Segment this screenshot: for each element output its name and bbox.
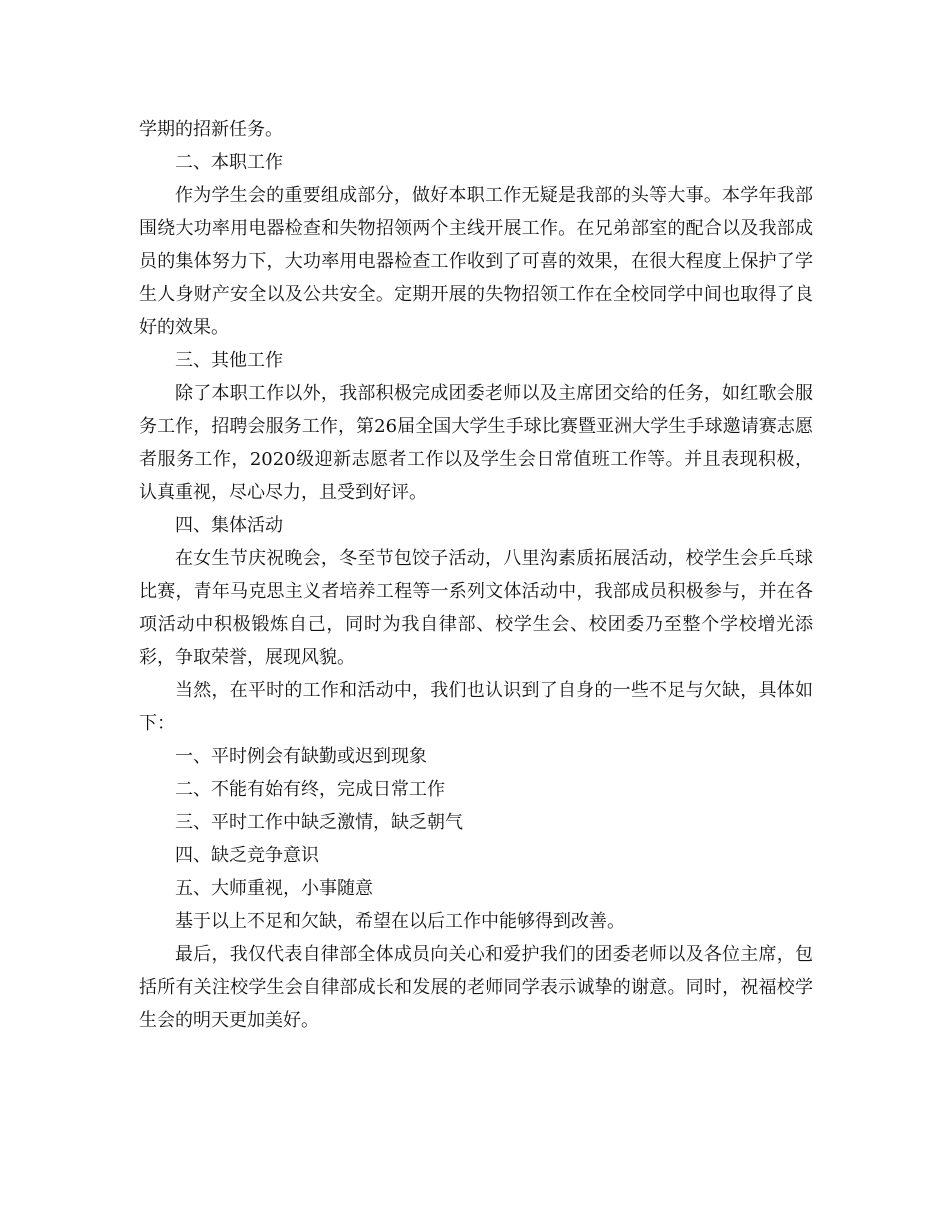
list-item-shortcoming-5: 五、大师重视，小事随意 [175,878,373,899]
list-item-shortcoming-3: 三、平时工作中缺乏激情，缺乏朝气 [175,812,463,833]
list-item-shortcoming-4: 四、缺乏竞争意识 [175,845,319,866]
list-item-shortcoming-1: 一、平时例会有缺勤或迟到现象 [175,746,427,767]
list-item-shortcoming-2: 二、不能有始有终，完成日常工作 [175,779,445,800]
paragraph-group-activities: 在女生节庆祝晚会，冬至节包饺子活动，八里沟素质拓展活动，校学生会乒乓球比赛，青年马克思主义者培养工程等一系列文体活动中，我部成员积极参与，并在各项活动中积极锻炼自己，同时为我自律部、校学生会、校团委乃至整个学校增光添彩，争取荣誉，展现风貌。 [139,548,813,668]
section-heading-duties: 二、本职工作 [175,152,283,173]
paragraph-duties: 作为学生会的重要组成部分，做好本职工作无疑是我部的头等大事。本学年我部围绕大功率用电器检查和失物招领两个主线开展工作。在兄弟部室的配合以及我部成员的集体努力下，大功率用电器检查工作收到了可喜的效果，在很大程度上保护了学生人身财产安全以及公共安全。定期开展的失物招领工作在全校同学中间也取得了良好的效果。 [139,185,813,338]
paragraph-closing: 最后，我仅代表自律部全体成员向关心和爱护我们的团委老师以及各位主席，包括所有关注校学生会自律部成长和发展的老师同学表示诚挚的谢意。同时，祝福校学生会的明天更加美好。 [139,944,813,1031]
paragraph-shortcomings-intro: 当然，在平时的工作和活动中，我们也认识到了自身的一些不足与欠缺，具体如下： [139,680,813,734]
section-heading-group-activities: 四、集体活动 [175,515,283,536]
section-heading-other-work: 三、其他工作 [175,350,283,371]
paragraph-other-work: 除了本职工作以外，我部积极完成团委老师以及主席团交给的任务，如红歌会服务工作，招聘会服务工作，第26届全国大学生手球比赛暨亚洲大学生手球邀请赛志愿者服务工作，2020级迎新志愿者工作以及学生会日常值班工作等。并且表现积极，认真重视，尽心尽力，且受到好评。 [139,383,813,503]
document-page [139,113,813,1037]
paragraph-improvement: 基于以上不足和欠缺，希望在以后工作中能够得到改善。 [175,911,625,932]
paragraph-intro-tail: 学期的招新任务。 [139,119,283,140]
